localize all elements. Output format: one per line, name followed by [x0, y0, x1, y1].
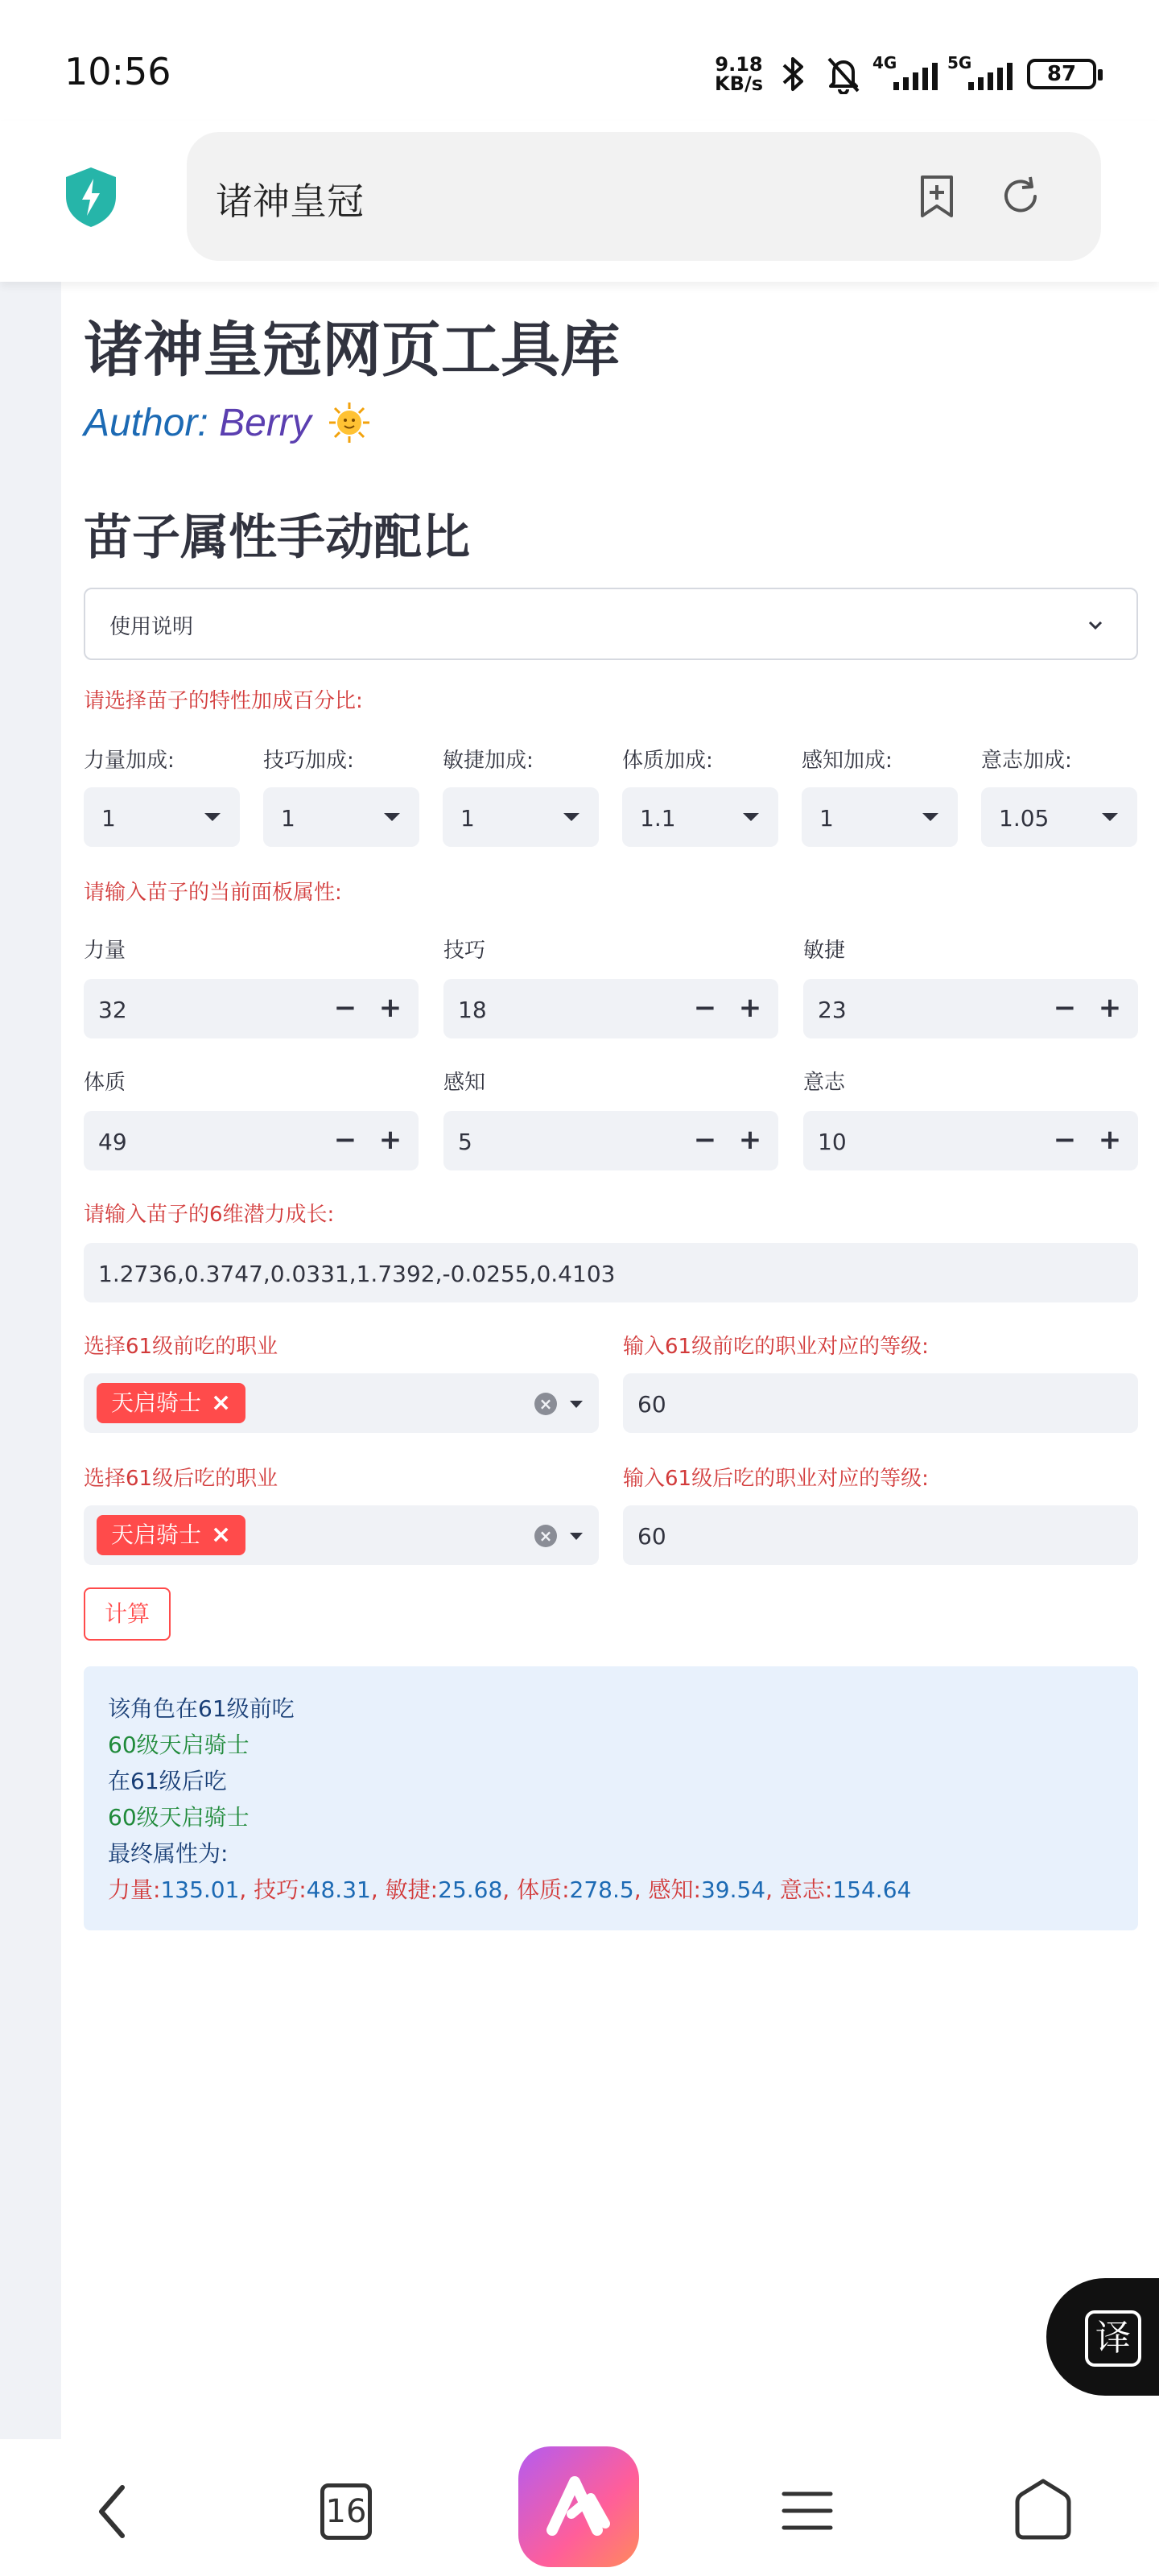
address-bar[interactable]: [187, 132, 1101, 261]
skill-bonus-label: 技巧加成:: [263, 749, 354, 773]
result-line: 60级天启骑士: [108, 1804, 250, 1831]
perception-label: 感知: [443, 1071, 486, 1095]
decrement-button[interactable]: −: [693, 1124, 717, 1156]
constitution-bonus-label: 体质加成:: [622, 749, 713, 773]
network-speed: 9.18 KB/s: [715, 53, 763, 95]
strength-bonus-select[interactable]: 1: [84, 787, 240, 847]
remove-tag-icon[interactable]: ×: [211, 1521, 232, 1549]
author-name: Berry: [219, 402, 311, 444]
perception-number-input[interactable]: 5 − +: [443, 1111, 778, 1170]
strength-label: 力量: [84, 939, 126, 963]
caret-down-icon: [1102, 813, 1118, 821]
result-line: 60级天启骑士: [108, 1732, 250, 1758]
growth-text-input[interactable]: 1.2736,0.3747,0.0331,1.7392,-0.0255,0.4103: [84, 1243, 1138, 1302]
author-prefix: Author:: [84, 402, 208, 444]
panel-attributes-prompt: 请输入苗子的当前面板属性:: [84, 881, 342, 905]
increment-button[interactable]: +: [1098, 1124, 1122, 1156]
decrement-button[interactable]: −: [333, 992, 357, 1024]
shield-icon[interactable]: [63, 166, 119, 229]
status-icons: [715, 50, 1096, 98]
will-bonus-select[interactable]: 1.05: [981, 787, 1137, 847]
add-bookmark-icon[interactable]: [911, 171, 963, 222]
skill-label: 技巧: [443, 939, 486, 963]
constitution-bonus-select[interactable]: 1.1: [622, 787, 778, 847]
chevron-down-icon: [1083, 613, 1107, 638]
clock: 10:56: [64, 50, 171, 93]
post61-level-label: 输入61级后吃的职业对应的等级:: [623, 1467, 929, 1491]
will-label: 意志: [803, 1071, 846, 1095]
calculate-button[interactable]: 计算: [84, 1587, 171, 1641]
signal-4g-icon: 4G: [877, 58, 938, 90]
increment-button[interactable]: +: [738, 992, 762, 1024]
strength-bonus-label: 力量加成:: [84, 749, 175, 773]
browser-bottom-nav: [0, 2439, 1159, 2576]
perception-bonus-label: 感知加成:: [802, 749, 893, 773]
tab-count-button[interactable]: 16: [320, 2483, 372, 2540]
result-line: 在61级后吃: [108, 1768, 227, 1794]
translate-icon: 译: [1085, 2310, 1141, 2367]
agility-number-input[interactable]: 23 − +: [803, 979, 1138, 1038]
result-line: 最终属性为:: [108, 1840, 229, 1867]
constitution-label: 体质: [84, 1071, 126, 1095]
will-number-input[interactable]: 10 − +: [803, 1111, 1138, 1170]
section-title: 苗子属性手动配比: [84, 510, 470, 566]
agility-label: 敏捷: [803, 939, 846, 963]
sidebar-collapsed-strip: [0, 282, 61, 2439]
page-title: 诸神皇冠网页工具库: [84, 316, 620, 385]
agility-bonus-label: 敏捷加成:: [443, 749, 534, 773]
decrement-button[interactable]: −: [333, 1124, 357, 1156]
strength-number-input[interactable]: 32 − +: [84, 979, 419, 1038]
caret-down-icon: [922, 813, 938, 821]
sun-emoji-icon: [328, 402, 370, 444]
increment-button[interactable]: +: [378, 992, 402, 1024]
pre61-job-label: 选择61级前吃的职业: [84, 1335, 278, 1359]
usage-instructions-expander[interactable]: [84, 588, 1138, 660]
job-tag: 天启骑士 ×: [97, 1515, 245, 1555]
translate-button[interactable]: [1046, 2278, 1159, 2396]
signal-5g-icon: 5G: [952, 58, 1013, 90]
increment-button[interactable]: +: [738, 1124, 762, 1156]
bell-muted-icon: [824, 54, 863, 94]
battery-icon: 87: [1027, 59, 1096, 89]
remove-tag-icon[interactable]: ×: [211, 1389, 232, 1417]
constitution-number-input[interactable]: 49 − +: [84, 1111, 419, 1170]
will-bonus-label: 意志加成:: [981, 749, 1072, 773]
author-line: [84, 401, 370, 445]
increment-button[interactable]: +: [378, 1124, 402, 1156]
skill-bonus-select[interactable]: 1: [263, 787, 419, 847]
home-icon[interactable]: [1013, 2478, 1074, 2542]
back-arrow-icon[interactable]: [89, 2479, 137, 2544]
clear-all-icon[interactable]: ×: [534, 1393, 557, 1415]
caret-down-icon: [563, 813, 580, 821]
post61-job-multiselect[interactable]: [84, 1505, 599, 1565]
post61-level-input[interactable]: 60: [623, 1505, 1138, 1565]
browser-app-icon[interactable]: [518, 2446, 639, 2567]
decrement-button[interactable]: −: [693, 992, 717, 1024]
agility-bonus-select[interactable]: 1: [443, 787, 599, 847]
decrement-button[interactable]: −: [1053, 992, 1077, 1024]
increment-button[interactable]: +: [1098, 992, 1122, 1024]
address-text[interactable]: 诸神皇冠: [216, 180, 364, 223]
final-attributes-line: 力量:135.01, 技巧:48.31, 敏捷:25.68, 体质:278.5, 感知:39.54, 意志:154.64: [108, 1876, 912, 1903]
app-logo-icon: [518, 2446, 639, 2567]
decrement-button[interactable]: −: [1053, 1124, 1077, 1156]
bluetooth-icon: [777, 54, 810, 94]
pre61-job-multiselect[interactable]: [84, 1373, 599, 1433]
growth-prompt: 请输入苗子的6维潜力成长:: [84, 1203, 335, 1227]
refresh-icon[interactable]: [995, 171, 1046, 222]
skill-number-input[interactable]: 18 − +: [443, 979, 778, 1038]
menu-icon[interactable]: [779, 2483, 835, 2539]
caret-down-icon: [743, 813, 759, 821]
perception-bonus-select[interactable]: 1: [802, 787, 958, 847]
result-line: 该角色在61级前吃: [108, 1695, 295, 1722]
browser-toolbar: [0, 121, 1159, 282]
caret-down-icon[interactable]: [570, 1533, 583, 1540]
caret-down-icon[interactable]: [570, 1401, 583, 1408]
result-info-box: [84, 1666, 1138, 1930]
caret-down-icon: [384, 813, 400, 821]
trait-bonus-prompt: 请选择苗子的特性加成百分比:: [84, 689, 363, 713]
expander-label: 使用说明: [109, 615, 194, 639]
job-tag: 天启骑士 ×: [97, 1383, 245, 1423]
caret-down-icon: [204, 813, 221, 821]
post61-job-label: 选择61级后吃的职业: [84, 1467, 278, 1491]
status-bar: [0, 0, 1159, 137]
pre61-level-input[interactable]: 60: [623, 1373, 1138, 1433]
pre61-level-label: 输入61级前吃的职业对应的等级:: [623, 1335, 929, 1359]
clear-all-icon[interactable]: ×: [534, 1525, 557, 1547]
